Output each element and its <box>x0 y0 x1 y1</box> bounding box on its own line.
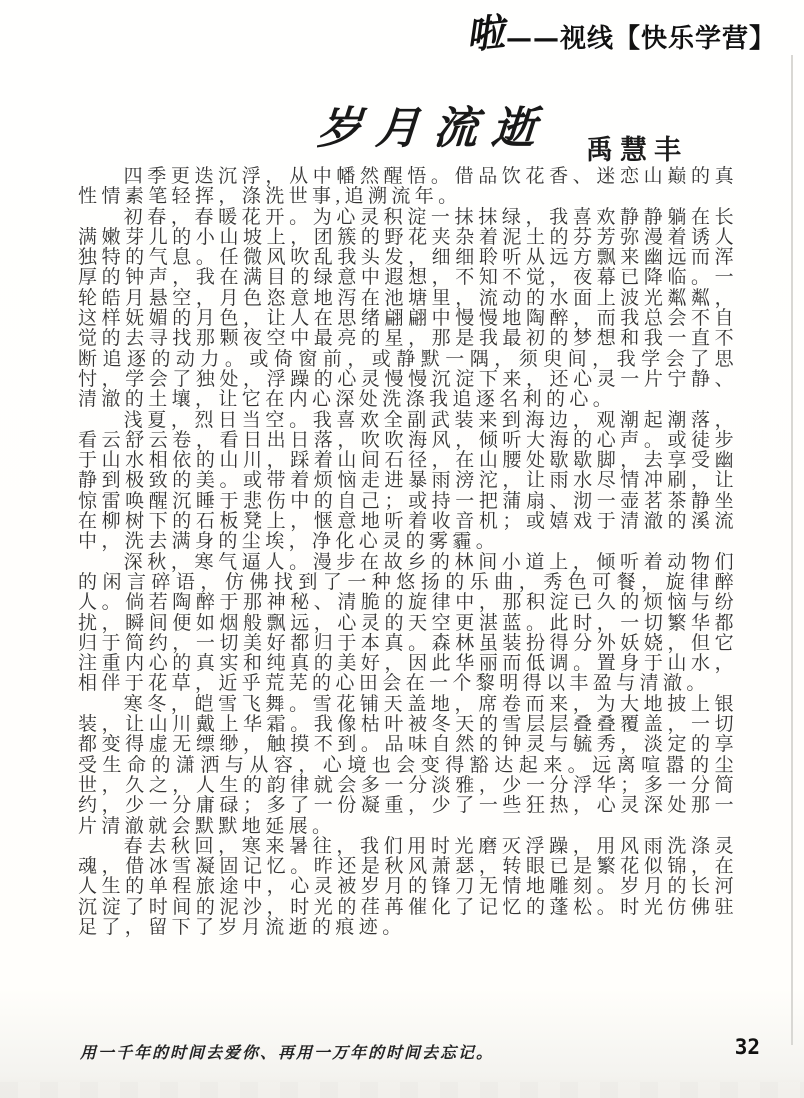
article-body <box>78 167 738 938</box>
page-header <box>463 9 776 65</box>
paragraph: 寒冬，皑雪飞舞。雪花铺天盖地，席卷而来，为大地披上银装，让山川戴上华霜。我像枯叶被冬天的雪层层叠叠覆盖，一切都变得虚无缥缈，触摸不到。品味自然的钟灵与毓秀，淡定的享受生命的潇洒与从容，心境也会变得豁达起来。远离喧嚣的尘世，久之，人生的韵律就会多一分淡雅，少一分浮华；多一分简约，少一分庸碌；多了一份凝重，少了一些狂热，心灵深处那一片清澈就会默默地延展。 <box>78 693 738 837</box>
scan-edge-line <box>791 55 793 1045</box>
footer-quote: 用一千年的时间去爱你、再用一万年的时间去忘记。 <box>80 1043 495 1062</box>
paragraph: 浅夏，烈日当空。我喜欢全副武装来到海边，观潮起潮落，看云舒云卷，看日出日落，吹吹海风，倾听大海的心声。或徒步于山水相依的山川，踩着山间石径，在山腰处歇歇脚，去享受幽静到极致的美。或带着烦恼走进暴雨滂沱，让雨水尽情冲刷，让惊雷唤醒沉睡于悲伤中的自己；或持一把蒲扇、沏一壶茗茶静坐在柳树下的石板凳上，惬意地听着收音机；或嬉戏于清澈的溪流中，洗去满身的尘埃，净化心灵的雾霾。 <box>78 409 738 553</box>
header-brand-text: ——视线【快乐学营】 <box>505 24 776 54</box>
article-author: 禹慧丰 <box>586 135 688 166</box>
header-brand-calligraphy: 啦 <box>463 9 507 58</box>
paragraph: 深秋，寒气逼人。漫步在故乡的林间小道上，倾听着动物们的闲言碎语，仿佛找到了一种悠扬的乐曲，秀色可餐，旋律醉人。倘若陶醉于那神秘、清脆的旋律中，那积淀已久的烦恼与纷扰，瞬间便如烟般飘远，心灵的天空更湛蓝。此时，一切繁华都归于简约，一切美好都归于本真。森林虽装扮得分外妖娆，但它注重内心的真实和纯真的美好，因此华丽而低调。置身于山水，相伴于花草，近乎荒芜的心田会在一个黎明得以丰盈与清澈。 <box>78 551 738 695</box>
article-title: 岁月流逝 <box>315 103 552 154</box>
scan-bottom-artifact <box>0 1082 804 1098</box>
paragraph: 初春，春暖花开。为心灵积淀一抹抹绿，我喜欢静静躺在长满嫩芽儿的小山坡上，团簇的野花夹杂着泥土的芬芳弥漫着诱人独特的气息。任微风吹乱我头发，细细聆听从远方飘来幽远而浑厚的钟声，我在满目的绿意中遐想，不知不觉，夜幕已降临。一轮皓月悬空，月色恣意地泻在池塘里，流动的水面上波光粼粼，这样妩媚的月色，让人在思绪翩翩中慢慢地陶醉，而我总会不自觉的去寻找那颗夜空中最亮的星，那是我最初的梦想和我一直不断追逐的动力。或倚窗前，或静默一隅，须臾间，我学会了思忖，学会了独处，浮躁的心灵慢慢沉淀下来，还心灵一片宁静、清澈的土壤，让它在内心深处洗涤我追逐名利的心。 <box>78 206 738 411</box>
paragraph: 春去秋回，寒来暑往，我们用时光磨灭浮躁，用风雨洗涤灵魂，借冰雪凝固记忆。昨还是秋风萧瑟，转眼已是繁花似锦，在人生的单程旅途中，心灵被岁月的锋刀无情地雕刻。岁月的长河沉淀了时间的泥沙，时光的荏苒催化了记忆的蓬松。时光仿佛驻足了，留下了岁月流逝的痕迹。 <box>78 835 738 938</box>
paragraph: 四季更迭沉浮，从中幡然醒悟。借品饮花香、迷恋山巅的真性情素笔轻挥，涤洗世事,追溯流年。 <box>78 166 738 208</box>
page-number: 32 <box>734 1035 760 1059</box>
